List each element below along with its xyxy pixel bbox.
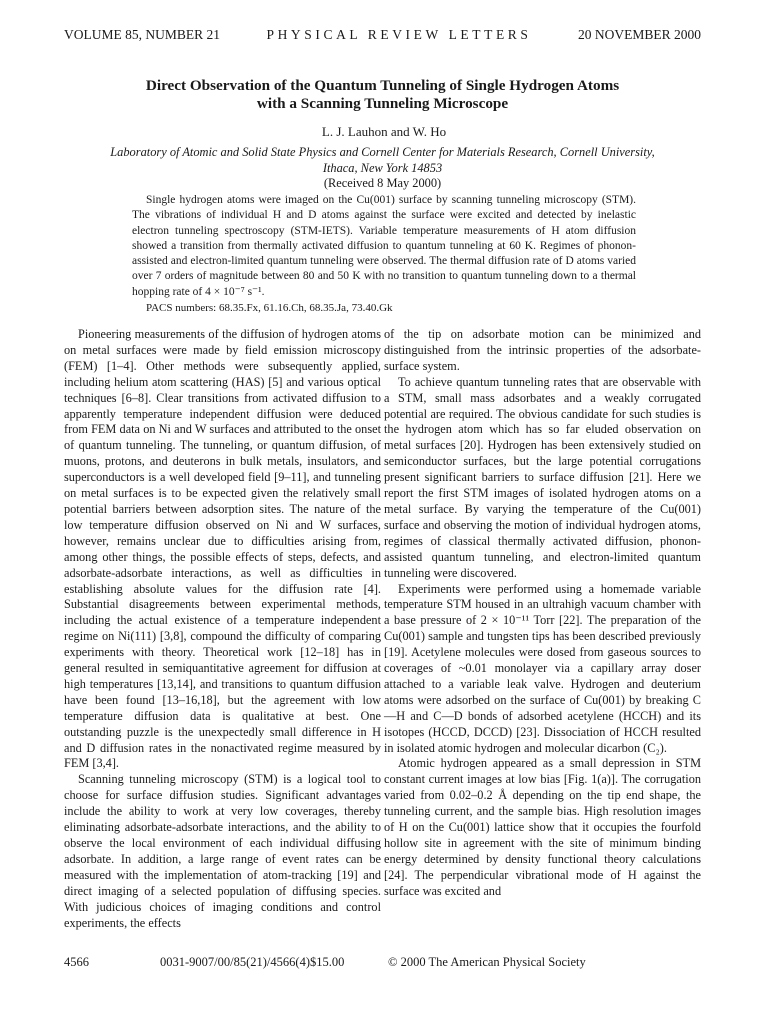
authors: L. J. Lauhon and W. Ho	[321, 124, 447, 139]
paper-title	[64, 77, 701, 113]
affiliation-line-1: Laboratory of Atomic and Solid State Physics and Cornell Center for Materials Research, Cornell University,	[110, 145, 655, 159]
body-paragraph: Pioneering measurements of the diffusion of hydrogen atoms on metal surfaces were made by field emission microscopy (FEM) [1–4]. Other methods were subsequently applied, including helium atom scattering (HAS) [5] and various optical techniques [6–8]. Clear transitions from activated diffusion to apparently temperature independent diffusion were deduced from FEM data on Ni and W surfaces and attributed to the onset of quantum tunneling. The tunneling, or quantum diffusion, of muons, protons, and deuterons in bulk metals, insulators, and superconductors is a well developed field [9–11], and tunneling on metal surfaces is to be expected given the relatively small potential barriers between adsorption sites. The nature of the low temperature diffusion observed on Ni and W surfaces, however, remains unclear due to difficulties arising from, among other things, the possible effects of steps, defects, and adsorbate-adsorbate interactions, as well as difficulties in establishing absolute values for the diffusion rate [4]. Substantial disagreements between experimental methods, including the actual existence of a temperature independent regime on Ni(111) [3,8], compound the difficulty of comparing experiments with theory. Theoretical work [12–18] has in general resulted in semiquantitative agreement for diffusion at high temperatures [13,14], and transitions to quantum diffusion have been found [13–16,18], but the agreement with low temperature diffusion data is qualitative at best. One outstanding puzzle is the unexpectedly small difference in H and D diffusion rates in the nonactivated regime measured by FEM [3,4].	[64, 327, 381, 771]
title-line-2: with a Scanning Tunneling Microscope	[256, 95, 509, 112]
running-header	[64, 27, 701, 45]
left-column	[64, 327, 381, 931]
pacs-numbers: PACS numbers: 68.35.Fx, 61.16.Ch, 68.35.Ja, 73.40.Gk	[146, 302, 393, 314]
affiliation-line-2: Ithaca, New York 14853	[322, 160, 443, 175]
copyright: © 2000 The American Physical Society	[388, 955, 586, 969]
journal-name: PHYSICAL REVIEW LETTERS	[266, 27, 532, 42]
article-code: 0031-9007/00/85(21)/4566(4)$15.00	[160, 955, 345, 969]
volume-number: VOLUME 85, NUMBER 21	[64, 27, 221, 42]
body-paragraph: Scanning tunneling microscopy (STM) is a logical tool to choose for surface diffusion studies. Significant advantages include the ability to work at very low coverages, thereby eliminating adsorbate-adsorbate interactions, and the ability to observe the local environment of each individual diffusing adsorbate. In addition, a large range of event rates can be measured with the implementation of atom-tracking [19] and direct imaging of a selected population of diffusing species. With judicious choices of imaging conditions and control experiments, the effects	[64, 772, 381, 930]
received-date: (Received 8 May 2000)	[323, 176, 442, 190]
body-paragraph: To achieve quantum tunneling rates that are observable with a STM, small mass adsorbates and a weakly corrugated potential are required. The obvious candidate for such studies is the hydrogen atom which has so far eluded observation on metal surfaces [20]. Hydrogen has been extensively studied on semiconductor surfaces, but the large potential corrugations present significant barriers to surface diffusion [21]. Here we report the first STM images of isolated hydrogen atoms on a metal surface. By varying the temperature of the Cu(001) surface and observing the motion of individual hydrogen atoms, regimes of classical thermally activated diffusion, phonon-assisted quantum tunneling, and electron-limited quantum tunneling were discovered.	[384, 374, 701, 580]
right-column	[384, 327, 701, 900]
issue-date: 20 NOVEMBER 2000	[577, 27, 701, 42]
body-paragraph: of the tip on adsorbate motion can be minimized and distinguished from the intrinsic properties of the adsorbate-surface system.	[384, 327, 701, 373]
body-paragraph: Atomic hydrogen appeared as a small depression in STM constant current images at low bias [Fig. 1(a)]. The corrugation varied from 0.02–0.2 Å depending on the tip end shape, the tunneling current, and the sample bias. High resolution images of H on the Cu(001) lattice show that it occupies the fourfold hollow site in agreement with the site of minimum binding energy determined by density functional theory calculations [24]. The perpendicular vibrational mode of H against the surface was excited and	[384, 756, 701, 898]
title-line-1: Direct Observation of the Quantum Tunneling of Single Hydrogen Atoms	[145, 77, 620, 94]
affiliation	[64, 145, 701, 192]
body-paragraph: Experiments were performed using a homemade variable temperature STM housed in an ultrahigh vacuum chamber with a base pressure of 2 × 10⁻¹¹ Torr [22]. The preparation of the Cu(001) sample and tungsten tips has been described previously [19]. Acetylene molecules were dosed from gaseous sources to coverages of ~0.01 monolayer via a capillary array doser attached to a variable leak valve. Hydrogen and deuterium atoms were adsorbed on the surface of Cu(001) by breaking C—H and C—D bonds of adsorbed acetylene (HCCH) and its isotopes (HCCD, DCCD) [23]. Dissociation of HCCH resulted in isolated atomic hydrogen and molecular dicarbon (C₂).	[384, 581, 701, 755]
page-number: 4566	[64, 955, 89, 969]
abstract: Single hydrogen atoms were imaged on the Cu(001) surface by scanning tunneling microscopy (STM). The vibrations of individual H and D atoms against the surface were excited and detected by inelastic electron tunneling spectroscopy (STM-IETS). Variable temperature measurements of H atom diffusion showed a transition from thermally activated diffusion to quantum tunneling at 60 K. Regimes of phonon-assisted and electron-limited quantum tunneling were observed. The thermal diffusion rate of D atoms varied over 7 orders of magnitude between 80 and 50 K with no transition to quantum tunneling down to a thermal hopping rate of 4 × 10⁻⁷ s⁻¹.	[132, 194, 636, 298]
